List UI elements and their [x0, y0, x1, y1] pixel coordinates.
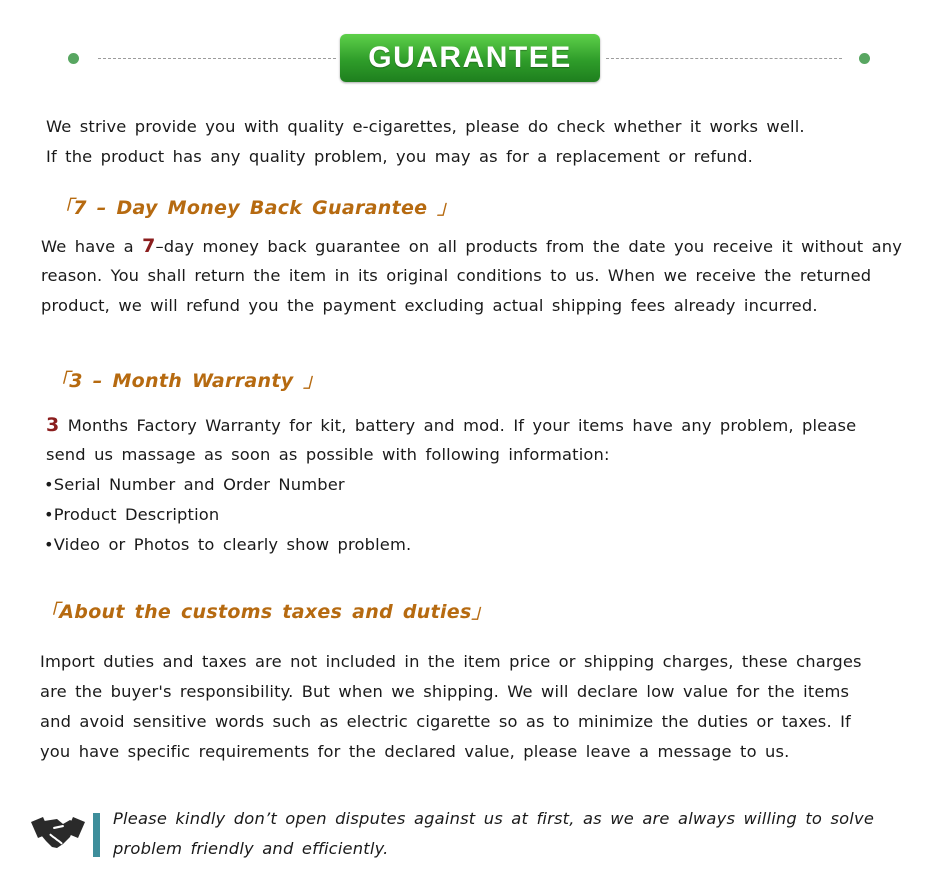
customs-line: and avoid sensitive words such as electric cigarette so as to minimize the duties or taxes. If: [40, 712, 851, 731]
left-dot-icon: [68, 53, 79, 64]
footer-note-line-2: problem friendly and efficiently.: [113, 839, 389, 858]
handshake-icon: [30, 813, 86, 855]
footer-accent-bar: [93, 813, 100, 857]
warranty-heading: 「3 – Month Warranty 」: [50, 370, 323, 392]
customs-line: you have specific requirements for the declared value, please leave a message to us.: [40, 742, 790, 761]
customs-line: are the buyer's responsibility. But when we shipping. We will declare low value for the items: [40, 682, 850, 701]
guarantee-header: [0, 32, 947, 84]
money-back-heading: 「7 – Day Money Back Guarantee 」: [54, 197, 457, 219]
money-back-line-3: product, we will refund you the payment excluding actual shipping fees already incurred.: [41, 296, 818, 315]
warranty-bullet: •Serial Number and Order Number: [44, 475, 345, 494]
money-back-days-number: 7: [142, 235, 156, 257]
customs-line: Import duties and taxes are not included in the item price or shipping charges, these charges: [40, 652, 862, 671]
footer-note-line-1: Please kindly don’t open disputes against us at first, as we are always willing to solve: [113, 809, 875, 828]
warranty-bullet: •Product Description: [44, 505, 220, 524]
right-dot-icon: [859, 53, 870, 64]
warranty-line-1: 3 Months Factory Warranty for kit, battery and mod. If your items have any problem, please: [46, 414, 857, 436]
warranty-months-number: 3: [46, 414, 60, 436]
customs-heading: 「About the customs taxes and duties」: [40, 601, 491, 623]
intro-line-2: If the product has any quality problem, you may as for a replacement or refund.: [46, 147, 753, 166]
left-dashed-divider: [98, 58, 336, 59]
money-back-line-2: reason. You shall return the item in its original conditions to us. When we receive the returned: [41, 266, 872, 285]
right-dashed-divider: [606, 58, 842, 59]
guarantee-badge: [340, 34, 600, 82]
money-back-line-1: We have a 7–day money back guarantee on all products from the date you receive it without any: [41, 235, 903, 257]
warranty-line-2: send us massage as soon as possible with following information:: [46, 445, 610, 464]
warranty-bullet: •Video or Photos to clearly show problem.: [44, 535, 412, 554]
page-title: GUARANTEE: [368, 41, 572, 74]
intro-line-1: We strive provide you with quality e-cigarettes, please do check whether it works well.: [46, 117, 805, 136]
